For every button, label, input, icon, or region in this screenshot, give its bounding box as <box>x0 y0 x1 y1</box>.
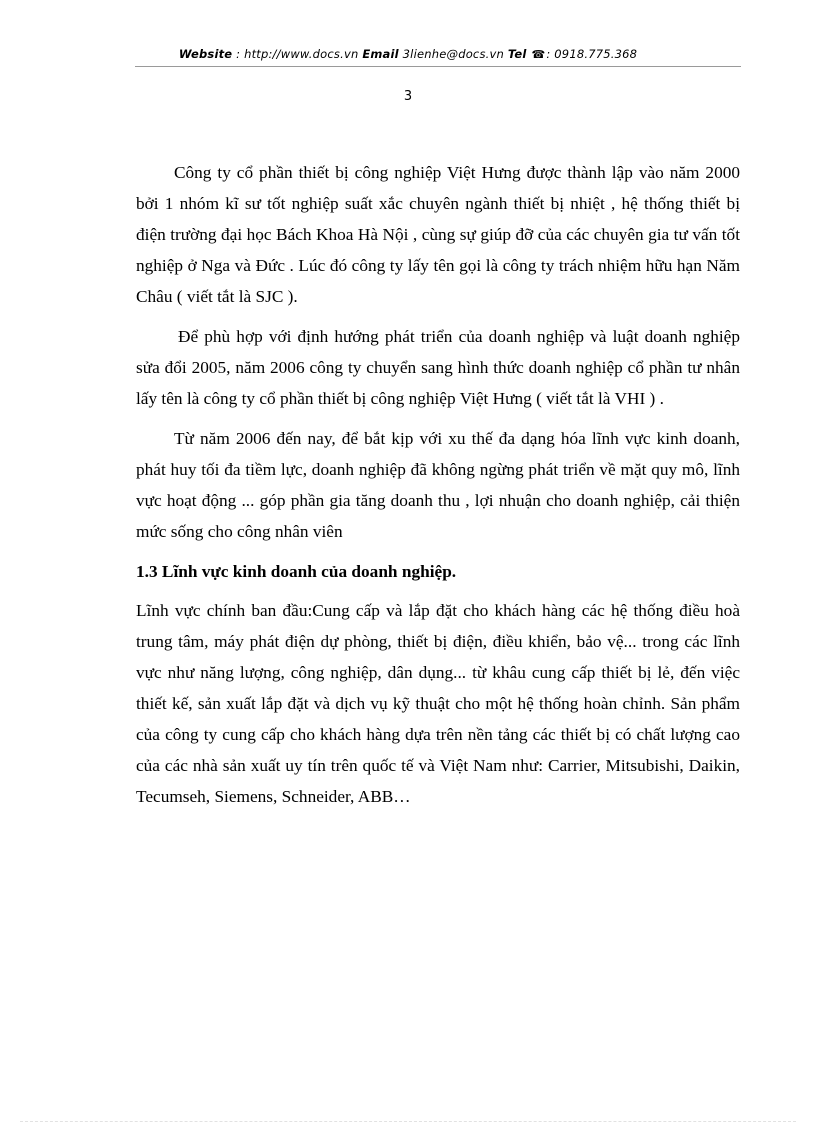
page-number: 3 <box>403 89 413 104</box>
website-label: Website <box>178 47 233 61</box>
tel-separator: : <box>546 47 551 61</box>
tel-label: Tel <box>507 47 527 61</box>
page-bottom-divider <box>20 1121 796 1122</box>
website-url[interactable]: http://www.docs.vn <box>244 47 359 61</box>
page-header <box>0 47 816 61</box>
paragraph-business-field: Lĩnh vực chính ban đầu:Cung cấp và lắp đặt cho khách hàng các hệ thống điều hoà trung tâm, máy phát điện dự phòng, thiết bị điện, điều khiển, bảo vệ... trong các lĩnh vực như năng lượng, công nghiệp, dân dụng... từ khâu cung cấp thiết bị lẻ, đến việc thiết kế, sản xuất lắp đặt và dịch vụ kỹ thuật cho một hệ thống hoàn chỉnh. Sản phẩm của công ty cung cấp cho khách hàng dựa trên nền tảng các thiết bị có chất lượng cao của các nhà sản xuất uy tín trên quốc tế và Việt Nam như: Carrier, Mitsubishi, Daikin, Tecumseh, Siemens, Schneider, ABB… <box>136 601 740 806</box>
section-heading-business-field: 1.3 Lĩnh vực kinh doanh của doanh nghiệp. <box>136 562 457 581</box>
header-divider <box>135 66 741 67</box>
tel-value: 0918.775.368 <box>554 47 638 61</box>
email-value[interactable]: 3lienhe@docs.vn <box>402 47 504 61</box>
document-body <box>136 157 740 821</box>
paragraph-development: Từ năm 2006 đến nay, để bắt kịp với xu thế đa dạng hóa lĩnh vực kinh doanh, phát huy tối đa tiềm lực, doanh nghiệp đã không ngừng phát triển về mặt quy mô, lĩnh vực hoạt động ... góp phần gia tăng doanh thu , lợi nhuận cho doanh nghiệp, cải thiện mức sống cho công nhân viên <box>136 429 740 541</box>
paragraph-company-founding: Công ty cổ phần thiết bị công nghiệp Việt Hưng được thành lập vào năm 2000 bởi 1 nhóm kĩ sư tốt nghiệp suất xắc chuyên ngành thiết bị nhiệt , hệ thống thiết bị điện trường đại học Bách Khoa Hà Nội , cùng sự giúp đỡ của các chuyên gia tư vấn tốt nghiệp ở Nga và Đức . Lúc đó công ty lấy tên gọi là công ty trách nhiệm hữu hạn Năm Châu ( viết tắt là SJC ). <box>136 163 740 306</box>
website-separator: : <box>236 47 241 61</box>
email-label: Email <box>362 47 399 61</box>
paragraph-restructuring: Để phù hợp với định hướng phát triển của doanh nghiệp và luật doanh nghiệp sửa đổi 2005, năm 2006 công ty chuyển sang hình thức doanh nghiệp cổ phần tư nhân lấy tên là công ty cổ phần thiết bị công nghiệp Việt Hưng ( viết tắt là VHI ) . <box>136 327 740 408</box>
telephone-icon: ☎ <box>531 48 546 61</box>
